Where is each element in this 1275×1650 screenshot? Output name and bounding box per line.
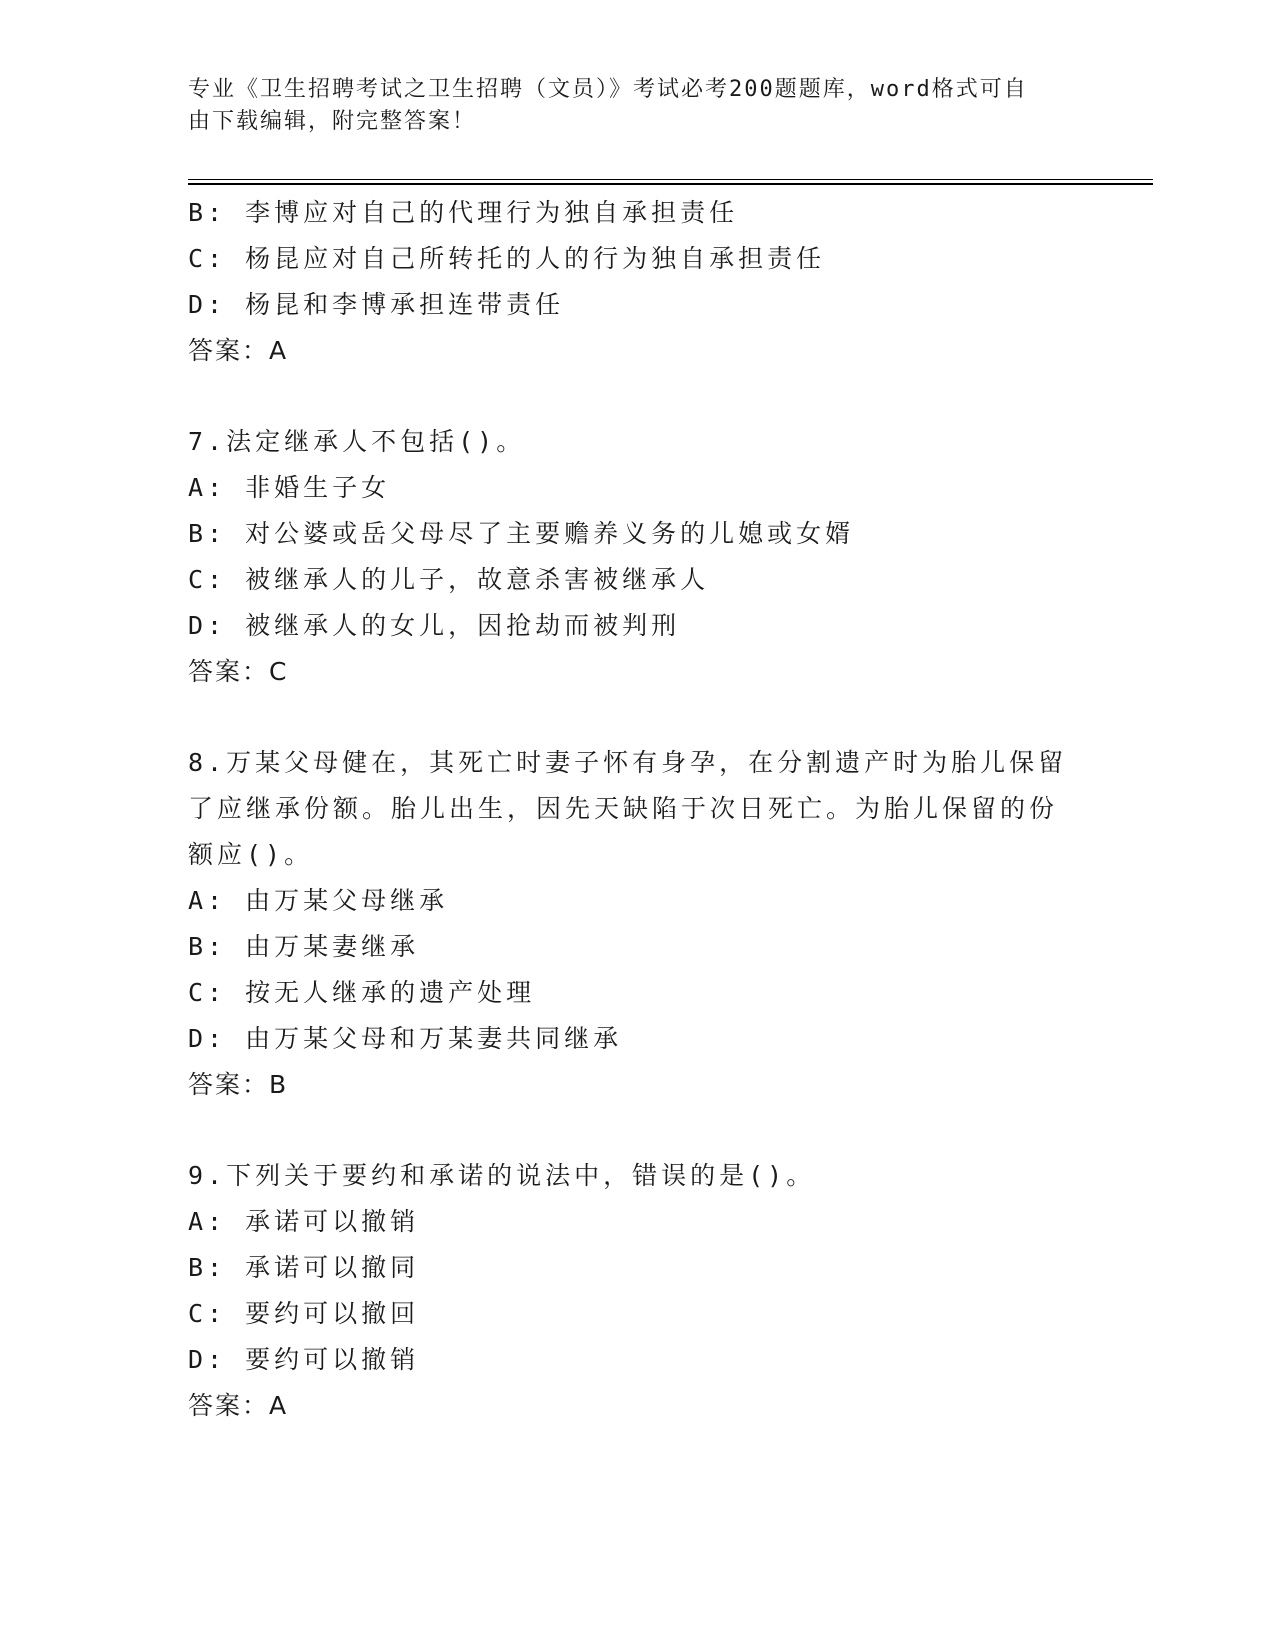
spacer xyxy=(188,1108,1088,1153)
q9-option-d: D: 要约可以撤销 xyxy=(188,1345,420,1374)
spacer xyxy=(188,695,1088,740)
question-block-7 xyxy=(188,419,1088,695)
question-list xyxy=(188,190,1088,1429)
q8-answer: 答案：B xyxy=(188,1070,289,1099)
q7-question: 7.法定继承人不包括()。 xyxy=(188,427,526,456)
q8-question-line-2: 了应继承份额。胎儿出生，因先天缺陷于次日死亡。为胎儿保留的份 xyxy=(188,794,1059,823)
question-block-9 xyxy=(188,1153,1088,1429)
document-header xyxy=(188,74,1068,138)
q9-answer: 答案：A xyxy=(188,1391,289,1420)
q8-option-b: B: 由万某妻继承 xyxy=(188,932,420,961)
q9-option-c: C: 要约可以撤回 xyxy=(188,1299,420,1328)
q6-option-d: D: 杨昆和李博承担连带责任 xyxy=(188,290,565,319)
spacer xyxy=(188,374,1088,419)
q7-answer: 答案：C xyxy=(188,657,289,686)
q7-option-b: B: 对公婆或岳父母尽了主要赡养义务的儿媳或女婿 xyxy=(188,519,855,548)
header-line-2: 由下载编辑，附完整答案！ xyxy=(188,109,477,134)
q6-option-c: C: 杨昆应对自己所转托的人的行为独自承担责任 xyxy=(188,244,826,273)
q9-option-a: A: 承诺可以撤销 xyxy=(188,1207,420,1236)
question-block-6 xyxy=(188,190,1088,374)
q8-question-line-1: 8.万某父母健在，其死亡时妻子怀有身孕，在分割遗产时为胎儿保留 xyxy=(188,748,1068,777)
header-line-1: 专业《卫生招聘考试之卫生招聘（文员）》考试必考200题题库，word格式可自 xyxy=(188,77,1028,102)
q7-option-c: C: 被继承人的儿子，故意杀害被继承人 xyxy=(188,565,710,594)
q6-option-b: B: 李博应对自己的代理行为独自承担责任 xyxy=(188,198,739,227)
header-divider-thin xyxy=(188,179,1153,180)
q7-option-d: D: 被继承人的女儿，因抢劫而被判刑 xyxy=(188,611,681,640)
q8-question-line-3: 额应()。 xyxy=(188,840,314,869)
q8-option-d: D: 由万某父母和万某妻共同继承 xyxy=(188,1024,623,1053)
q9-question: 9.下列关于要约和承诺的说法中，错误的是()。 xyxy=(188,1161,816,1190)
header-divider-thick xyxy=(188,183,1153,185)
q9-option-b: B: 承诺可以撤同 xyxy=(188,1253,420,1282)
q8-option-a: A: 由万某父母继承 xyxy=(188,886,449,915)
question-block-8 xyxy=(188,740,1088,1108)
q6-answer: 答案：A xyxy=(188,336,289,365)
q7-option-a: A: 非婚生子女 xyxy=(188,473,391,502)
q8-option-c: C: 按无人继承的遗产处理 xyxy=(188,978,536,1007)
